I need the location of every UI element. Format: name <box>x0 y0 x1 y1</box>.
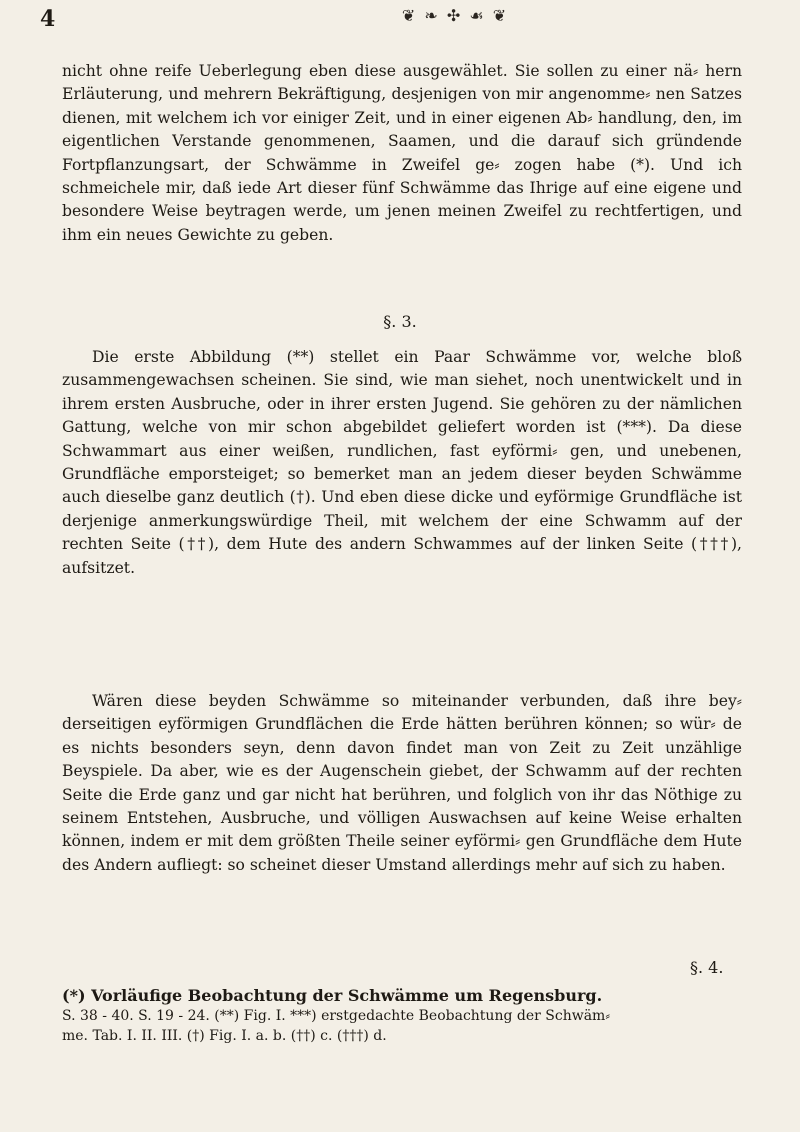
header-ornament: ❦ ❧ ✣ ☙ ❦ <box>401 6 509 25</box>
paragraph-text: Wären diese beyden Schwämme so miteinander verbunden, daß ihre bey⸗ derseitigen eyförmigen Grundflächen die Erde hätten berühren können; so wür⸗ de es nichts besonders seyn, denn davon findet man von Zeit zu Zeit unzählige Beyspiele. Da aber, wie es der Augenschein giebet, der Schwamm auf der rechten Seite die Erde ganz und gar nicht hat berühren, und folglich von ihr das Nöthige zu seinem Entstehen, Ausbruche, und völligen Auswachsen auf keine Weise erhalten können, indem er mit dem größten Theile seiner eyförmi⸗ gen Grundfläche dem Hute des Andern aufliegt: so scheinet dieser Umstand allerdings mehr auf sich zu haben. <box>62 692 742 874</box>
footnote-title: (*) Vorläufige Beobachtung der Schwämme um Regensburg. <box>62 986 603 1005</box>
paragraph-first-illustration <box>62 346 742 580</box>
section-heading-3: §. 3. <box>383 312 417 331</box>
page-header <box>40 4 760 34</box>
paragraph-connection <box>62 690 742 877</box>
paragraph-text: nicht ohne reife Ueberlegung eben diese ausgewählet. Sie sollen zu einer nä⸗ hern Erläuterung, und mehrern Bekräftigung, desjenigen von mir angenomme⸗ nen Satzes dienen, mit welchem ich vor einiger Zeit, und in einer eigenen Ab⸗ handlung, den, im eigentlichen Verstande genommenen, Saamen, und die darauf sich gründende Fortpflanzungsart, der Schwämme in Zweifel ge⸗ zogen habe (*). Und ich schmeichele mir, daß iede Art dieser fünf Schwämme das Ihrige auf eine eigene und besondere Weise beytragen werde, um jenen meinen Zweifel zu rechtfertigen, und ihm ein neues Gewichte zu geben. <box>62 62 742 244</box>
footnote-line: S. 38 - 40. S. 19 - 24. (**) Fig. I. ***) erstgedachte Beobachtung der Schwäm⸗ <box>62 1008 610 1024</box>
paragraph-continuation <box>62 60 742 247</box>
page-number: 4 <box>40 6 56 32</box>
paragraph-text: Die erste Abbildung (**) stellet ein Paar Schwämme vor, welche bloß zusammengewachsen scheinen. Sie sind, wie man siehet, noch unentwickelt und in ihrem ersten Ausbruche, oder in ihrer ersten Jugend. Sie gehören zu der nämlichen Gattung, welche von mir schon abgebildet geliefert worden ist (***). Da diese Schwammart aus einer weißen, rundlichen, fast eyförmi⸗ gen, und unebenen, Grundfläche emporsteiget; so bemerket man an jedem dieser beyden Schwämme auch dieselbe ganz deutlich (†). Und eben diese dicke und eyförmige Grundfläche ist derjenige anmerkungswürdige Theil, mit welchem der eine Schwamm auf der rechten Seite (††), dem Hute des andern Schwammes auf der linken Seite (†††), aufsitzet. <box>62 348 742 577</box>
section-heading-4: §. 4. <box>690 958 724 977</box>
footnotes <box>62 986 742 1046</box>
footnote-line: me. Tab. I. II. III. (†) Fig. I. a. b. (††) c. (†††) d. <box>62 1028 387 1044</box>
